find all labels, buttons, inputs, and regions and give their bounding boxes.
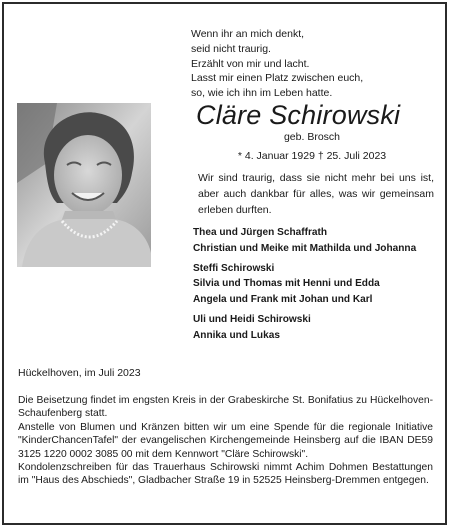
deceased-name: Cläre Schirowski [196,100,401,130]
sorrow-text: Wir sind traurig, dass sie nicht mehr bei uns ist, aber auch dankbar für alles, was wir gemeinsam erleben durften. [198,172,434,216]
family-line: Uli und Heidi Schirowski [193,313,311,325]
burial-paragraph: Die Beisetzung findet im engsten Kreis in der Grabeskirche St. Bonifatius zu Hückelhoven-Schaufenberg statt. [18,395,433,420]
mourners-list [193,225,443,348]
poem-line: so, wie ich ihn im Leben hatte. [191,87,333,100]
announcement-details [18,394,433,488]
donation-paragraph: Anstelle von Blumen und Kränzen bitten wir um eine Spende für die regionale Initiative "KinderChancenTafel" der evangelischen Kirchengemeinde Heinsberg auf die IBAN DE59 3125 1220 0002 3085 00 mit dem Kennwort "Cläre Schirowski". [18,421,433,460]
poem-line: Erzählt von mir und lacht. [191,57,310,70]
poem-line: seid nicht traurig. [191,42,271,55]
family-line: Steffi Schirowski [193,262,275,274]
family-group [193,261,443,308]
family-group [193,225,443,257]
family-line: Thea und Jürgen Schaffrath [193,227,328,238]
portrait-photo [17,103,151,267]
family-line: Christian und Meike mit Mathilda und Johanna [193,242,417,254]
birth-name: geb. Brosch [283,131,341,143]
life-dates: * 4. Januar 1929 † 25. Juli 2023 [237,150,387,162]
portrait-photo-illustration [17,103,151,267]
place-date: Hückelhoven, im Juli 2023 [18,367,141,379]
poem-line: Wenn ihr an mich denkt, [191,28,305,40]
family-line: Silvia und Thomas mit Henni und Edda [193,278,380,290]
poem-line: Lasst mir einen Platz zwischen euch, [191,72,364,85]
family-group [193,312,443,344]
poem [191,27,431,101]
condolence-paragraph: Kondolenzschreiben für das Trauerhaus Schirowski nimmt Achim Dohmen Bestattungen im "Haus des Abschieds", Gladbacher Straße 19 in 52525 Heinsberg-Dremmen entgegen. [18,462,433,487]
family-line: Annika und Lukas [193,329,280,341]
family-line: Angela und Frank mit Johan und Karl [193,294,373,306]
